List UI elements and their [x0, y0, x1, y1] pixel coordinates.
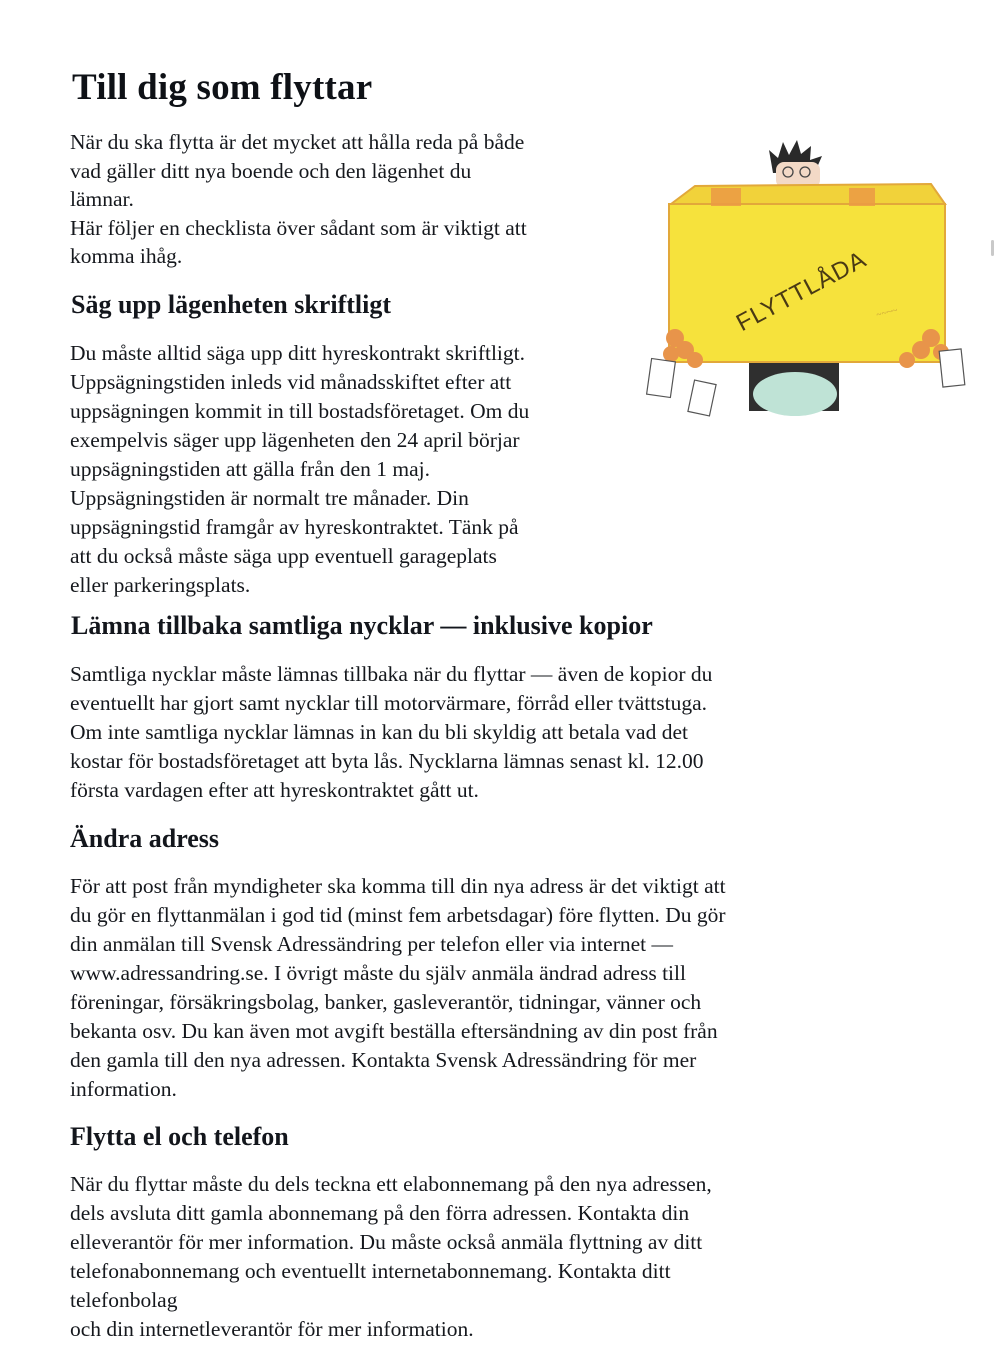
intro-paragraph — [70, 128, 527, 271]
body-line: www.adressandring.se. I övrigt måste du själv anmäla ändrad adress till — [70, 961, 686, 985]
body-line: dels avsluta ditt gamla abonnemang på den förra adressen. Kontakta din — [70, 1201, 690, 1225]
body-line: bekanta osv. Du kan även mot avgift beställa eftersändning av din post från — [70, 1019, 718, 1043]
body-line: och din internetleverantör för mer information. — [70, 1317, 474, 1341]
body-line: din anmälan till Svensk Adressändring per telefon eller via internet — — [70, 932, 674, 956]
body-line: Du måste alltid säga upp ditt hyreskontrakt skriftligt. — [70, 341, 526, 365]
body-line: Om inte samtliga nycklar lämnas in kan du bli skyldig att betala vad det — [70, 720, 688, 744]
section-body-change-address — [70, 872, 726, 1104]
scan-edge-mark — [991, 240, 994, 256]
intro-line: lämnar. — [70, 187, 134, 211]
page-title: Till dig som flyttar — [72, 67, 373, 108]
body-line: den gamla till den nya adressen. Kontakta Svensk Adressändring för mer — [70, 1048, 697, 1072]
body-line: exempelvis säger upp lägenheten den 24 april börjar — [70, 428, 520, 452]
intro-line: vad gäller ditt nya boende och den lägenhet du — [70, 158, 472, 183]
body-line: eller parkeringsplats. — [70, 573, 251, 597]
body-line: När du flyttar måste du dels teckna ett elabonnemang på den nya adressen, — [70, 1172, 712, 1196]
intro-line: komma ihåg. — [70, 244, 183, 268]
body-line: uppsägningen kommit in till bostadsföretaget. Om du — [70, 399, 530, 423]
body-line: uppsägningstiden att gälla från den 1 maj. — [70, 457, 431, 481]
body-line: elleverantör för mer information. Du måste också anmäla flyttning av ditt — [70, 1230, 703, 1254]
section-body-return-keys — [70, 660, 712, 805]
body-line: telefonbolag — [70, 1288, 178, 1312]
box-label: FLYTTLÅDA — [731, 245, 872, 337]
section-heading-change-address: Ändra adress — [70, 824, 220, 853]
body-line: eventuellt har gjort samt nycklar till motorvärmare, förråd eller tvättstuga. — [70, 691, 708, 715]
intro-line: Här följer en checklista över sådant som är viktigt att — [70, 215, 527, 240]
body-line: Uppsägningstiden inleds vid månadsskiftet efter att — [70, 370, 512, 394]
body-line: Uppsägningstiden är normalt tre månader. Din — [70, 486, 469, 510]
body-line: telefonabonnemang och eventuellt internetabonnemang. Kontakta ditt — [70, 1259, 671, 1283]
section-heading-terminate-lease: Säg upp lägenheten skriftligt — [71, 290, 391, 319]
body-line: kostar för bostadsföretaget att byta lås. Nycklarna lämnas senast kl. 12.00 — [70, 749, 704, 773]
intro-line: När du ska flytta är det mycket att hålla reda på både — [70, 130, 525, 154]
section-heading-move-electricity-phone: Flytta el och telefon — [70, 1122, 289, 1151]
section-body-move-electricity-phone — [70, 1170, 712, 1344]
body-line: Samtliga nycklar måste lämnas tillbaka när du flyttar — även de kopior du — [70, 662, 713, 686]
body-line: För att post från myndigheter ska komma till din nya adress är det viktigt att — [70, 874, 726, 898]
body-line: du gör en flyttanmälan i god tid (minst fem arbetsdagar) före flytten. Du gör — [70, 903, 726, 927]
svg-text:~~~~: ~~~~ — [875, 305, 899, 321]
box-icon — [669, 184, 945, 362]
ball-icon — [753, 372, 837, 416]
body-line: uppsägningstid framgår av hyreskontraktet. Tänk på — [70, 515, 519, 539]
section-heading-return-keys: Lämna tillbaka samtliga nycklar — inklusive kopior — [71, 611, 653, 640]
section-body-terminate-lease — [70, 339, 529, 600]
body-line: att du också måste säga upp eventuell garageplats — [70, 544, 497, 568]
body-line: första vardagen efter att hyreskontraktet gått ut. — [70, 778, 479, 802]
body-line: föreningar, försäkringsbolag, banker, gasleverantör, tidningar, vänner och — [70, 990, 702, 1014]
body-line: information. — [70, 1077, 177, 1101]
moving-box-illustration-icon — [645, 128, 975, 428]
